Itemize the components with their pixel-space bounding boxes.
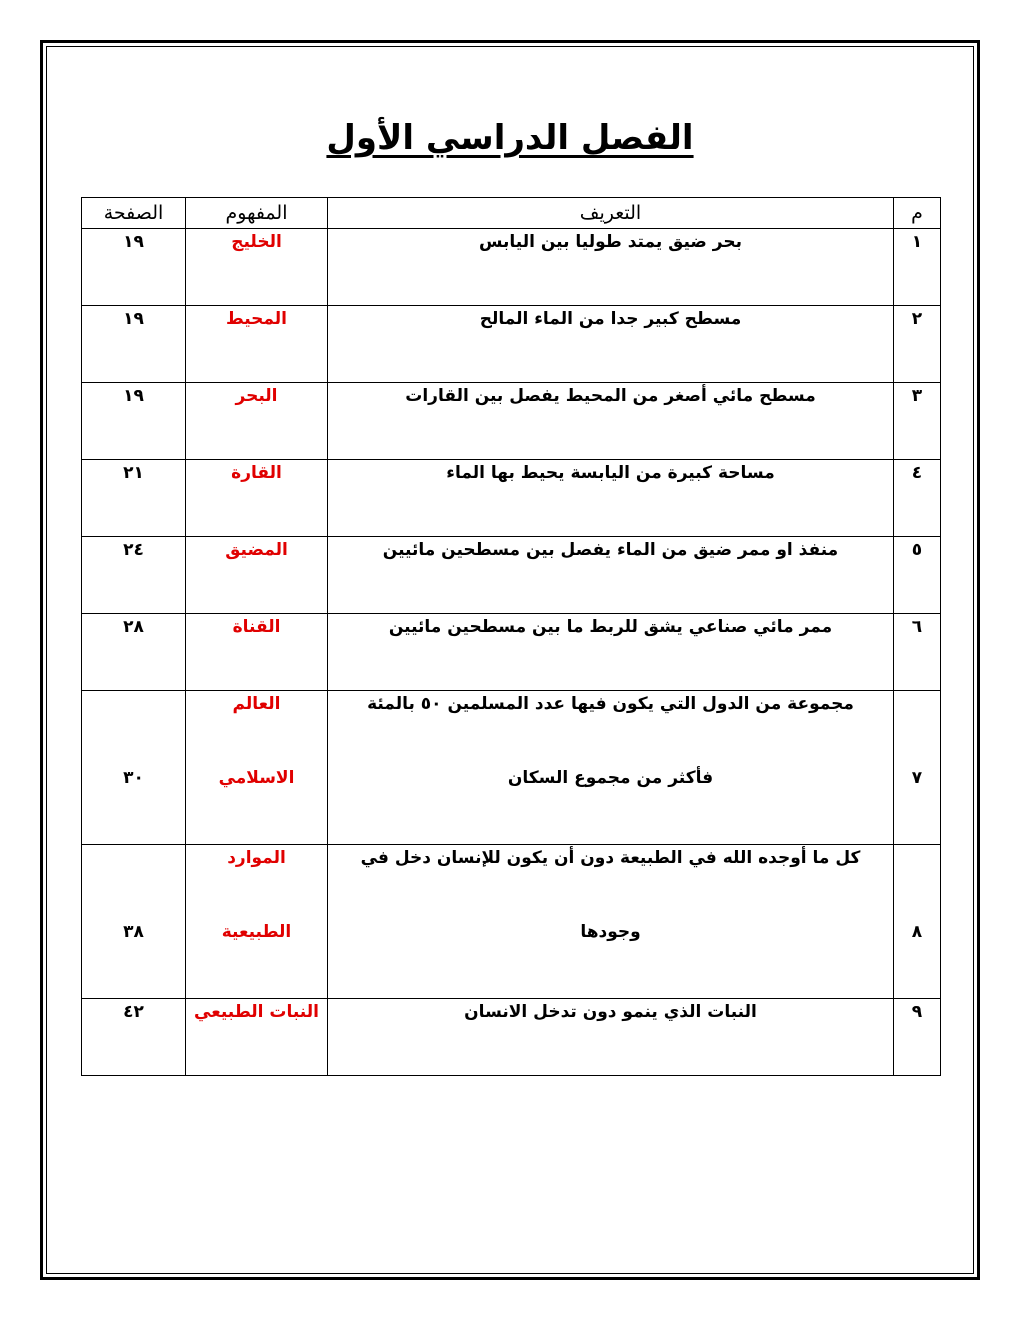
table-header-row — [82, 198, 941, 229]
row-definition-line1: كل ما أوجده الله في الطبيعة دون أن يكون للإنسان دخل في — [360, 848, 861, 868]
row-page: ٤٢ — [82, 999, 186, 1076]
row-page-cell — [82, 845, 186, 999]
row-definition-cell — [328, 691, 894, 845]
table-row — [82, 691, 941, 845]
table-row — [82, 614, 941, 691]
row-page: ٢١ — [82, 460, 186, 537]
row-page: ٣٠ — [123, 768, 144, 788]
row-num: ٣ — [894, 383, 941, 460]
row-definition-cell — [328, 845, 894, 999]
header-definition: التعريف — [328, 198, 894, 229]
glossary-table — [81, 197, 941, 1076]
row-num-cell — [894, 691, 941, 845]
row-concept: القناة — [186, 614, 328, 691]
row-definition: ممر مائي صناعي يشق للربط ما بين مسطحين مائيين — [328, 614, 894, 691]
header-num: م — [894, 198, 941, 229]
table-row — [82, 306, 941, 383]
row-num-cell — [894, 845, 941, 999]
row-page: ٣٨ — [123, 922, 144, 942]
row-concept: القارة — [186, 460, 328, 537]
table-row — [82, 460, 941, 537]
row-concept-line1: العالم — [232, 694, 281, 714]
row-num: ٩ — [894, 999, 941, 1076]
row-concept-cell — [186, 845, 328, 999]
row-concept-cell — [186, 691, 328, 845]
row-concept: النبات الطبيعي — [186, 999, 328, 1076]
row-definition: مساحة كبيرة من اليابسة يحيط بها الماء — [328, 460, 894, 537]
row-concept: الخليج — [186, 229, 328, 306]
row-page: ٢٨ — [82, 614, 186, 691]
header-page: الصفحة — [82, 198, 186, 229]
row-concept-line2: الاسلامي — [218, 768, 295, 788]
table-row — [82, 383, 941, 460]
row-page: ١٩ — [82, 383, 186, 460]
table-row — [82, 537, 941, 614]
row-num: ٢ — [894, 306, 941, 383]
row-concept: المضيق — [186, 537, 328, 614]
row-page-cell — [82, 691, 186, 845]
header-concept: المفهوم — [186, 198, 328, 229]
row-concept: البحر — [186, 383, 328, 460]
row-page: ٢٤ — [82, 537, 186, 614]
row-definition-line1: مجموعة من الدول التي يكون فيها عدد المسلمين ٥٠ بالمئة — [367, 694, 854, 714]
row-num: ٤ — [894, 460, 941, 537]
row-definition-line2: فأكثر من مجموع السكان — [507, 768, 714, 788]
table-row — [82, 999, 941, 1076]
row-num: ٦ — [894, 614, 941, 691]
row-num: ٥ — [894, 537, 941, 614]
row-num: ١ — [894, 229, 941, 306]
row-definition: النبات الذي ينمو دون تدخل الانسان — [328, 999, 894, 1076]
row-definition: مسطح كبير جدا من الماء المالح — [328, 306, 894, 383]
row-definition: منفذ او ممر ضيق من الماء يفصل بين مسطحين مائيين — [328, 537, 894, 614]
row-concept: المحيط — [186, 306, 328, 383]
row-definition: مسطح مائي أصغر من المحيط يفصل بين القارات — [328, 383, 894, 460]
row-concept-line2: الطبيعية — [221, 922, 292, 942]
page-title: الفصل الدراسي الأول — [326, 118, 694, 158]
row-page: ١٩ — [82, 306, 186, 383]
row-num: ٨ — [911, 922, 923, 942]
row-definition-line2: وجودها — [580, 922, 641, 942]
row-num: ٧ — [911, 768, 923, 788]
row-page: ١٩ — [82, 229, 186, 306]
table-row — [82, 229, 941, 306]
table-row — [82, 845, 941, 999]
row-concept-line1: الموارد — [227, 848, 286, 868]
row-definition: بحر ضيق يمتد طوليا بين اليابس — [328, 229, 894, 306]
